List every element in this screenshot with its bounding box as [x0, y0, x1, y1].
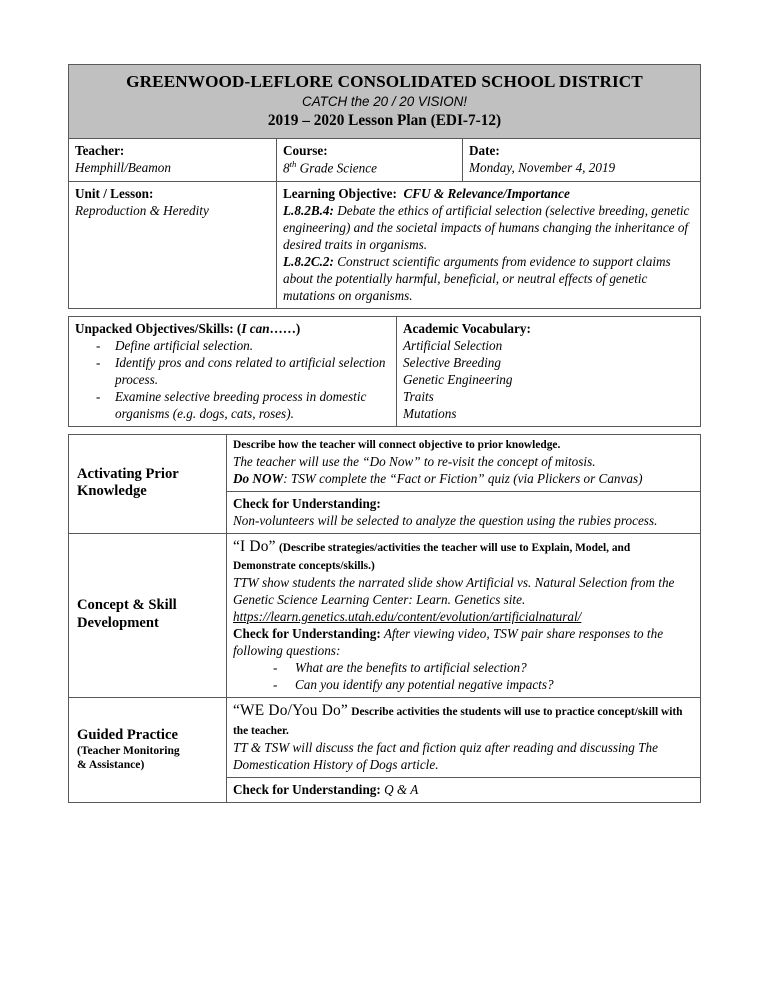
- learning-objective-cell: [277, 181, 701, 308]
- list-item: Artificial Selection: [403, 337, 503, 353]
- unit-value: Reproduction & Heredity: [75, 202, 209, 218]
- standard-text: Construct scientific arguments from evidence to support claims about the potentially harmful, beneficial, or neutral effects of genetic mutations on organisms.: [283, 253, 671, 303]
- lesson-plan-document: [68, 64, 700, 803]
- guided-cfu-cell: [227, 777, 701, 802]
- cfu-label: Check for Understanding:: [233, 625, 381, 641]
- vocabulary-label: Academic Vocabulary:: [403, 320, 531, 336]
- plan-title: 2019 – 2020 Lesson Plan (EDI-7-12): [267, 112, 502, 130]
- activating-prior-knowledge-row: [69, 435, 701, 491]
- table-spacer: [68, 427, 700, 434]
- unpacked-heading-prefix: Unpacked Objectives/Skills: (: [75, 320, 242, 336]
- cfu-label: Check for Understanding:: [233, 781, 381, 797]
- unit-label: Unit / Lesson:: [75, 185, 154, 201]
- list-item: - What are the benefits to artificial selection?: [271, 659, 694, 676]
- cfu-label: Check for Understanding:: [233, 495, 381, 511]
- guided-practice-title: Guided Practice: [77, 726, 178, 743]
- standard-code: L.8.2C.2:: [283, 253, 334, 269]
- standard-item: [283, 202, 694, 253]
- vision-statement: CATCH the 20 / 20 VISION!: [302, 93, 467, 109]
- concept-content-cell: [227, 533, 701, 698]
- date-value: Monday, November 4, 2019: [469, 160, 616, 176]
- info-row: [69, 139, 701, 181]
- list-item: Mutations: [403, 406, 457, 422]
- standard-text: Debate the ethics of artificial selection (selective breeding, genetic engineering) and the societal impacts of humans changing the inheritance of desired traits in organisms.: [283, 202, 690, 252]
- unpacked-objectives-table: [68, 316, 701, 427]
- guided-practice-subtitle-line-1: (Teacher Monitoring: [77, 744, 180, 758]
- list-item: - Examine selective breeding process in domestic organisms (e.g. dogs, cats, roses).: [91, 388, 390, 422]
- title-row: [69, 65, 701, 139]
- i-do-describe-prompt: (Describe strategies/activities the teacher will use to Explain, Model, and Demonstrate concepts/skills.): [233, 541, 631, 573]
- guided-practice-subtitle-line-2: & Assistance): [77, 758, 145, 772]
- academic-vocabulary-cell: [397, 316, 701, 426]
- section-label: Concept & Skill Development: [77, 597, 177, 631]
- concept-skill-label-cell: [69, 533, 227, 698]
- header-table: [68, 64, 701, 309]
- genetics-resource-link[interactable]: https://learn.genetics.utah.edu/content/evolution/artificialnatural/: [233, 608, 582, 624]
- course-cell: [277, 139, 463, 181]
- we-do-prompt: [233, 701, 694, 738]
- unpacked-objectives-list: [75, 337, 390, 422]
- concept-questions-list: [233, 659, 694, 693]
- objective-relevance: CFU & Relevance/Importance: [403, 185, 570, 201]
- activating-describe-prompt: Describe how the teacher will connect objective to prior knowledge.: [233, 439, 561, 452]
- lesson-sections-table: [68, 434, 701, 802]
- do-now-label: Do NOW: [233, 470, 284, 486]
- teacher-label: Teacher:: [75, 143, 125, 159]
- guided-line-1: TT & TSW will discuss the fact and fiction quiz after reading and discussing The Domestication History of Dogs article.: [233, 739, 658, 772]
- do-now-text: : TSW complete the “Fact or Fiction” quiz (via Plickers or Canvas): [283, 470, 643, 486]
- course-grade-suffix: th: [289, 159, 297, 170]
- standard-item: [283, 253, 694, 304]
- learning-objective-heading: [283, 185, 694, 202]
- do-now-line: [233, 470, 694, 487]
- list-item: - Identify pros and cons related to artificial selection process.: [91, 354, 390, 388]
- guided-content-cell: [227, 698, 701, 777]
- activating-line-1: The teacher will use the “Do Now” to re-visit the concept of mitosis.: [233, 453, 596, 469]
- we-do-describe-prompt: Describe activities the students will use to practice concept/skill with the teacher.: [233, 706, 683, 738]
- date-cell: [463, 139, 701, 181]
- unpacked-heading-suffix: ……): [269, 320, 301, 336]
- unpacked-heading-italic: I can: [241, 320, 270, 336]
- guided-practice-row: [69, 698, 701, 777]
- activating-cfu-cell: [227, 491, 701, 533]
- teacher-cell: [69, 139, 277, 181]
- list-item: - Define artificial selection.: [91, 337, 390, 354]
- standard-code: L.8.2B.4:: [283, 202, 334, 218]
- guided-practice-label-cell: [69, 698, 227, 802]
- unpacked-objectives-heading: [75, 320, 390, 337]
- concept-cfu-line: [233, 625, 694, 659]
- course-subject: Grade Science: [296, 160, 377, 176]
- learning-objective-label: Learning Objective:: [283, 185, 397, 201]
- section-label: [77, 727, 220, 773]
- unpacked-objectives-cell: [69, 316, 397, 426]
- list-item: - Can you identify any potential negative impacts?: [271, 676, 694, 693]
- activating-prior-knowledge-label-cell: [69, 435, 227, 533]
- unit-objective-row: [69, 181, 701, 308]
- course-label: Course:: [283, 143, 328, 159]
- concept-skill-development-row: [69, 533, 701, 698]
- i-do-prompt: [233, 537, 694, 574]
- date-label: Date:: [469, 143, 500, 159]
- table-spacer: [68, 309, 700, 316]
- list-item: Selective Breeding: [403, 355, 501, 371]
- i-do-quoted-label: “I Do”: [233, 537, 276, 555]
- list-item: Traits: [403, 389, 434, 405]
- cfu-text: After viewing video, TSW pair share responses to the following questions:: [233, 625, 664, 658]
- teacher-value: Hemphill/Beamon: [75, 160, 171, 176]
- activating-content-cell: [227, 435, 701, 491]
- unit-cell: [69, 181, 277, 308]
- section-label: Activating Prior Knowledge: [77, 465, 179, 500]
- cfu-text: Non-volunteers will be selected to analyze the question using the rubies process.: [233, 512, 658, 528]
- district-name: GREENWOOD-LEFLORE CONSOLIDATED SCHOOL DISTRICT: [126, 72, 643, 91]
- we-do-quoted-label: “WE Do/You Do”: [233, 702, 348, 720]
- title-block: [69, 65, 701, 139]
- course-grade-number: 8: [283, 160, 290, 176]
- cfu-text: Q & A: [380, 781, 419, 797]
- course-value: [283, 159, 456, 176]
- unpacked-row: [69, 316, 701, 426]
- list-item: Genetic Engineering: [403, 372, 513, 388]
- concept-line-1: TTW show students the narrated slide show Artificial vs. Natural Selection from the Genetic Science Learning Center: Learn. Genetics site.: [233, 574, 675, 607]
- guided-cfu-line: [233, 781, 694, 798]
